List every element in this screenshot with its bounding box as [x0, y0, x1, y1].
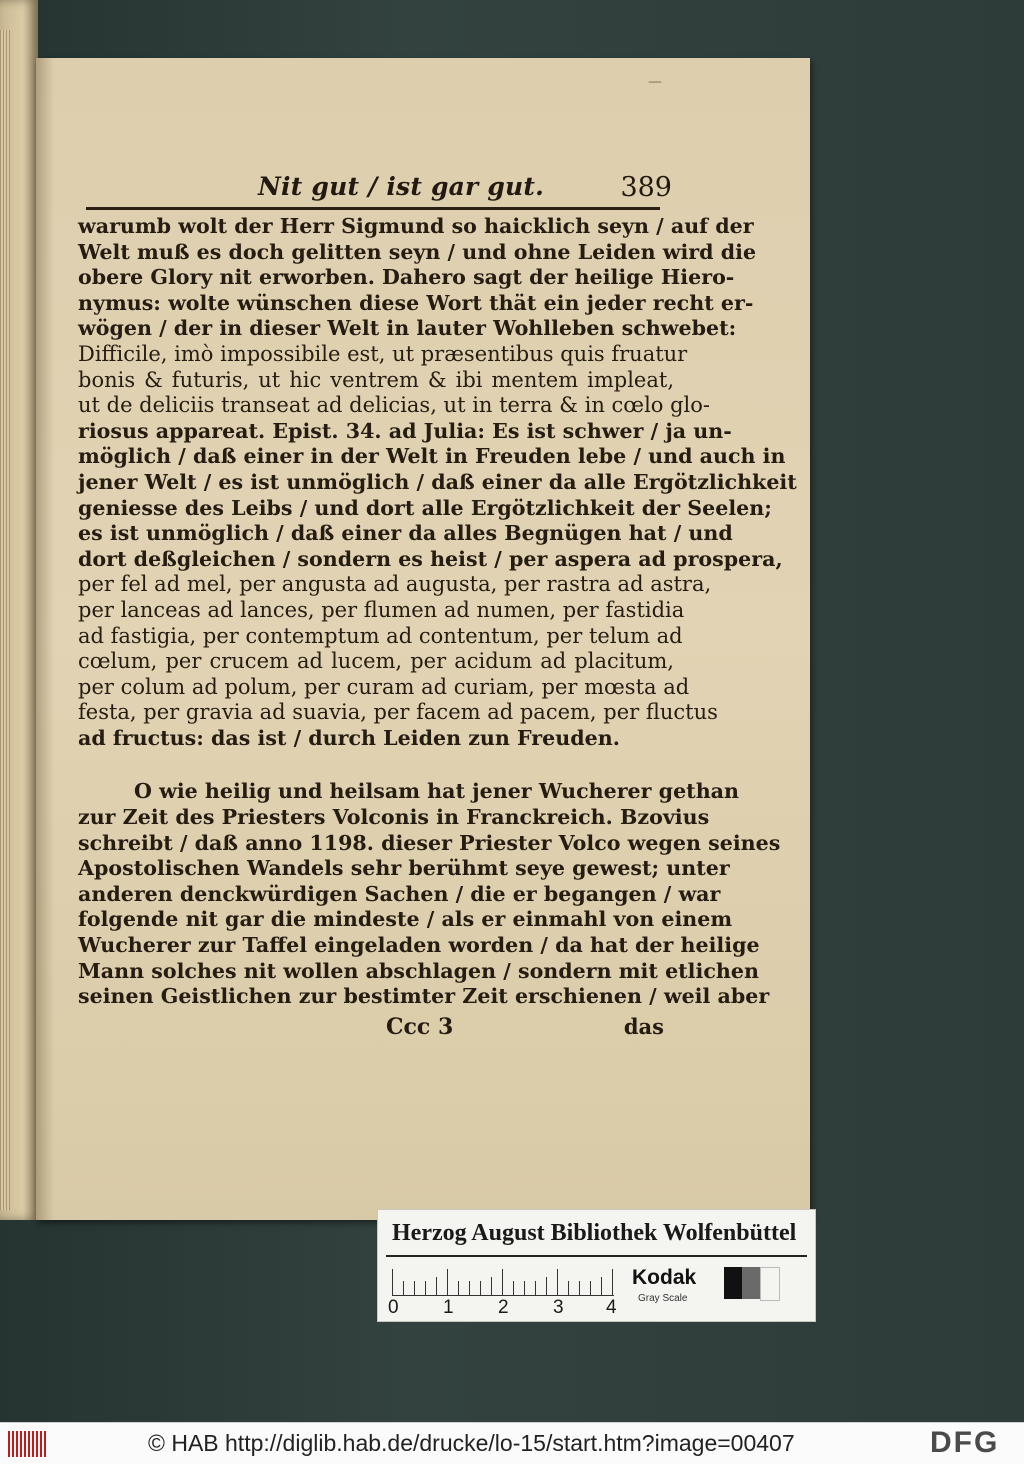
barcode-icon [8, 1431, 48, 1457]
page-footer [78, 1014, 674, 1042]
text-line: Difficile, imò impossibile est, ut præsentibus quis fruatur [78, 341, 688, 366]
text-line: ad fastigia, per contemptum ad contentum, per telum ad [78, 623, 683, 648]
ruler-scale [392, 1261, 614, 1296]
gray-scale-caption: Gray Scale [638, 1293, 688, 1304]
text-line: folgende nit gar die mindeste / als er einmahl von einem [78, 907, 733, 932]
ruler-tick [469, 1281, 470, 1295]
scale-number: 4 [606, 1297, 617, 1318]
paragraph-gap [78, 751, 674, 779]
scale-number: 0 [388, 1297, 399, 1318]
kodak-logo: Kodak [632, 1266, 697, 1289]
text-line: Apostolischen Wandels sehr berühmt seye gewest; unter [78, 856, 730, 881]
ruler-tick [491, 1277, 492, 1295]
text-line: cœlum, per crucem ad lucem, per acidum ad placitum, [78, 649, 674, 674]
ruler-tick [436, 1277, 437, 1295]
ruler-tick [557, 1269, 558, 1295]
ruler-tick [590, 1281, 591, 1295]
text-line: es ist unmöglich / daß einer da alles Begnügen hat / und [78, 521, 733, 546]
gray-patch-mid [742, 1267, 760, 1299]
ruler-tick [458, 1281, 459, 1295]
text-line: nymus: wolte wünschen diese Wort thät ein jeder recht er- [78, 290, 754, 315]
gray-patch-white [760, 1267, 780, 1301]
text-line: obere Glory nit erworben. Dahero sagt der heilige Hiero- [78, 265, 735, 290]
catchword: das [623, 1014, 664, 1039]
text-line: O wie heilig und heilsam hat jener Wucherer gethan [134, 779, 739, 804]
text-line: Welt muß es doch gelitten seyn / und ohne Leiden wird die [78, 239, 757, 264]
page-number: 389 [620, 172, 672, 203]
dfg-logo: DFG [930, 1426, 1000, 1459]
body-text [78, 214, 797, 1010]
running-head [90, 168, 680, 206]
text-line: seinen Geistlichen zur bestimter Zeit erschienen / weil aber [78, 984, 770, 1009]
ruler-tick [447, 1269, 448, 1295]
scale-number: 3 [553, 1297, 564, 1318]
text-line: festa, per gravia ad suavia, per facem ad pacem, per fluctus [78, 700, 718, 725]
ruler-tick [601, 1277, 602, 1295]
bottom-bar [0, 1422, 1024, 1464]
text-line: anderen denckwürdigen Sachen / die er begangen / war [78, 881, 721, 906]
text-line: geniesse des Leibs / und dort alle Ergötzlichkeit der Seelen; [78, 495, 772, 520]
text-line: Wucherer zur Taffel eingeladen worden / da hat der heilige [78, 933, 760, 958]
text-line: jener Welt / es ist unmöglich / daß einer da alle Ergötzlichkeit [78, 469, 797, 494]
page-gutter-shadow [36, 58, 54, 1220]
text-line: per colum ad polum, per curam ad curiam, per mœsta ad [78, 674, 690, 699]
ruler-tick [414, 1281, 415, 1295]
text-line: möglich / daß einer in der Welt in Freuden lebe / und auch in [78, 444, 786, 469]
ruler-tick [612, 1269, 613, 1295]
text-line: wögen / der in dieser Welt in lauter Wohlleben schwebet: [78, 316, 737, 341]
text-line: zur Zeit des Priesters Volconis in Franckreich. Bzovius [78, 805, 710, 830]
ruler-tick [535, 1281, 536, 1295]
stray-mark: — [648, 74, 662, 90]
ruler-tick [568, 1281, 569, 1295]
text-line: ad fructus: das ist / durch Leiden zun Freuden. [78, 725, 620, 750]
scale-number: 2 [498, 1297, 509, 1318]
running-title: Nit gut / ist gar gut. [258, 172, 545, 201]
label-rule [386, 1255, 807, 1257]
ruler-tick [502, 1269, 503, 1295]
ruler-tick [579, 1281, 580, 1295]
ruler-tick [546, 1277, 547, 1295]
text-line: Mann solches nit wollen abschlagen / sondern mit etlichen [78, 958, 759, 983]
library-label [377, 1209, 816, 1322]
text-line: warumb wolt der Herr Sigmund so haicklich seyn / auf der [78, 214, 754, 238]
text-line: per lanceas ad lances, per flumen ad numen, per fastidia [78, 597, 685, 622]
paragraph-2 [78, 779, 781, 1009]
copyright-link[interactable]: © HAB http://diglib.hab.de/drucke/lo-15/start.htm?image=00407 [148, 1430, 795, 1456]
ruler-tick [480, 1281, 481, 1295]
text-line: dort deßgleichen / sondern es heist / per aspera ad prospera, [78, 546, 783, 571]
scale-number: 1 [443, 1297, 454, 1318]
ruler-tick [425, 1281, 426, 1295]
text-line: bonis & futuris, ut hic ventrem & ibi mentem impleat, [78, 367, 674, 392]
ruler-tick [524, 1281, 525, 1295]
ruler-tick [392, 1269, 393, 1295]
text-line: riosus appareat. Epist. 34. ad Julia: Es ist schwer / ja un- [78, 418, 732, 443]
library-title: Herzog August Bibliothek Wolfenbüttel [392, 1220, 797, 1246]
signature-mark: Ccc 3 [386, 1014, 454, 1040]
left-page-stack [0, 30, 10, 1210]
text-line: schreibt / daß anno 1198. dieser Priester Volco wegen seines [78, 830, 781, 855]
ruler-tick [513, 1281, 514, 1295]
text-line: per fel ad mel, per angusta ad augusta, per rastra ad astra, [78, 572, 712, 597]
gray-patch-black [724, 1267, 742, 1299]
text-line: ut de deliciis transeat ad delicias, ut in terra & in cœlo glo- [78, 393, 710, 418]
paragraph-1 [78, 214, 797, 751]
ruler-tick [403, 1281, 404, 1295]
head-rule [86, 207, 660, 210]
